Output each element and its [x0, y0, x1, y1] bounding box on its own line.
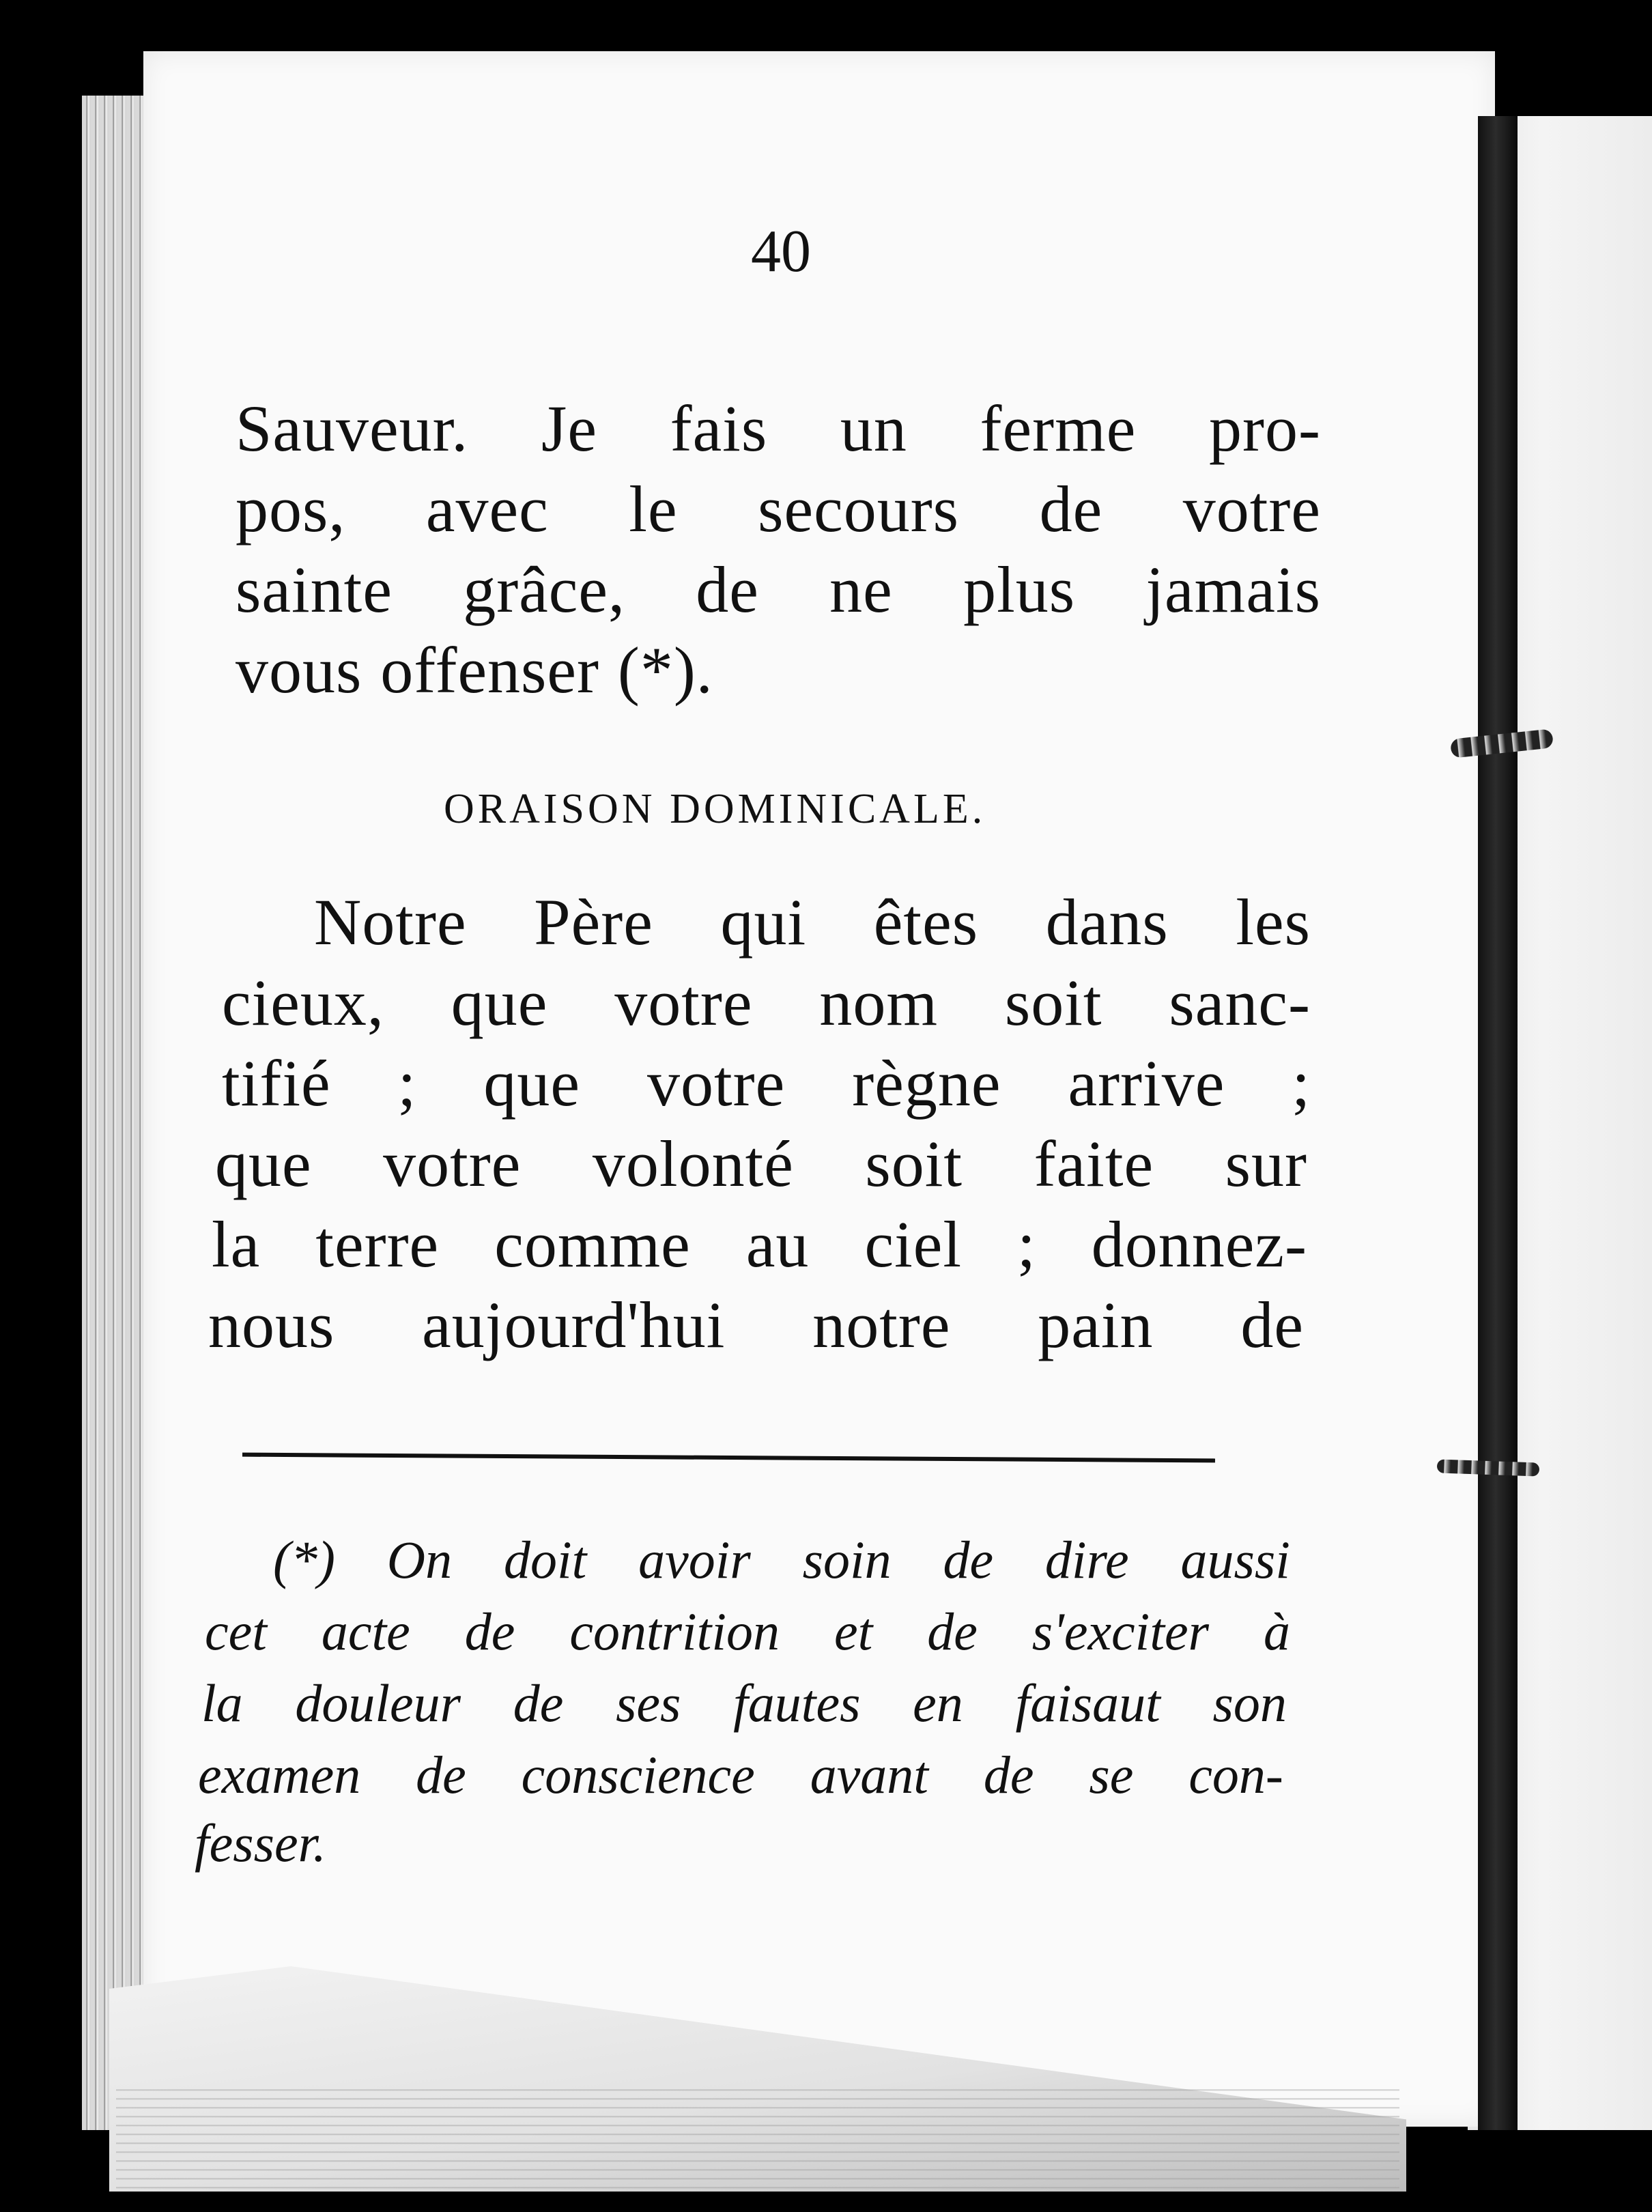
word: êtes	[873, 885, 979, 959]
word: cet	[205, 1602, 267, 1661]
word: avant	[810, 1745, 928, 1804]
word: (*)	[273, 1530, 335, 1589]
word: grâce,	[463, 553, 625, 626]
word: contrition	[569, 1602, 780, 1661]
word: de	[943, 1530, 994, 1589]
word: ne	[829, 553, 893, 626]
word: tifié	[222, 1047, 331, 1120]
text-line	[236, 552, 1321, 627]
text-line	[236, 391, 1321, 466]
word: de	[513, 1673, 564, 1733]
text-line	[314, 884, 1311, 960]
word: con-	[1188, 1745, 1283, 1804]
book-spine	[1478, 116, 1518, 2130]
word: de	[1240, 1288, 1304, 1361]
word: offenser	[380, 634, 599, 707]
word: pos,	[236, 472, 346, 545]
word: Sauveur.	[236, 392, 469, 465]
word: comme	[494, 1208, 691, 1281]
footnote-line	[201, 1673, 1287, 1734]
word: la	[201, 1673, 243, 1733]
word: ;	[1017, 1208, 1036, 1281]
word: soin	[802, 1530, 892, 1589]
word: dans	[1045, 885, 1169, 959]
section-heading: ORAISON DOMINICALE.	[444, 786, 986, 832]
word: avoir	[638, 1530, 751, 1589]
word: secours	[758, 472, 960, 545]
word: dire	[1044, 1530, 1129, 1589]
word: votre	[383, 1127, 522, 1200]
word: soit	[1004, 966, 1102, 1039]
word: et	[834, 1602, 873, 1661]
word: doit	[503, 1530, 587, 1589]
text-line	[236, 471, 1321, 547]
word: qui	[720, 885, 807, 959]
word: au	[745, 1208, 810, 1281]
word: nom	[819, 966, 938, 1039]
word: douleur	[295, 1673, 461, 1733]
word: notre	[812, 1288, 951, 1361]
word: fesser.	[195, 1813, 326, 1873]
word: le	[629, 472, 678, 545]
word: jamais	[1145, 553, 1321, 626]
word: ;	[1292, 1047, 1311, 1120]
word: de	[927, 1602, 978, 1661]
word: On	[386, 1530, 453, 1589]
word: sur	[1225, 1127, 1307, 1200]
footnote-line	[195, 1813, 1280, 1874]
text-line	[222, 1045, 1311, 1121]
word: fautes	[733, 1673, 861, 1733]
word: cieux,	[222, 966, 384, 1039]
word: de	[416, 1745, 466, 1804]
word: aujourd'hui	[422, 1288, 726, 1361]
word: aussi	[1180, 1530, 1290, 1589]
word: ses	[616, 1673, 681, 1733]
text-line	[208, 1287, 1304, 1363]
page-number: 40	[751, 218, 811, 285]
word: de	[464, 1602, 515, 1661]
word: règne	[852, 1047, 1001, 1120]
word: volonté	[592, 1127, 794, 1200]
word: votre	[646, 1047, 786, 1120]
text-line	[222, 965, 1311, 1040]
page-edge-lines	[116, 2082, 1399, 2192]
word: arrive	[1068, 1047, 1225, 1120]
word: pro-	[1209, 392, 1321, 465]
word: fais	[670, 392, 768, 465]
word: sainte	[236, 553, 393, 626]
footnote-line	[205, 1601, 1290, 1662]
word: de	[1039, 472, 1103, 545]
word: que	[451, 966, 548, 1039]
word: sanc-	[1169, 966, 1311, 1039]
word: plus	[963, 553, 1076, 626]
word: les	[1236, 885, 1311, 959]
word: nous	[208, 1288, 335, 1361]
word: se	[1089, 1745, 1134, 1804]
word: en	[913, 1673, 963, 1733]
word: Père	[534, 885, 653, 959]
text-line	[212, 1206, 1307, 1282]
word: la	[212, 1208, 261, 1281]
word: vous	[236, 634, 362, 707]
word: avec	[425, 472, 549, 545]
footnote-line	[273, 1529, 1290, 1591]
word: soit	[865, 1127, 963, 1200]
word: faisaut	[1015, 1673, 1160, 1733]
word: faite	[1034, 1127, 1154, 1200]
word: à	[1263, 1602, 1290, 1661]
word: acte	[321, 1602, 410, 1661]
word: de	[983, 1745, 1034, 1804]
word: ferme	[980, 392, 1137, 465]
text-line	[236, 632, 1321, 708]
word: ciel	[864, 1208, 963, 1281]
word: (*).	[617, 634, 713, 707]
footnote-line	[198, 1744, 1283, 1806]
word: un	[840, 392, 907, 465]
word: de	[696, 553, 759, 626]
word: que	[483, 1047, 580, 1120]
word: terre	[315, 1208, 440, 1281]
word: votre	[614, 966, 753, 1039]
word: conscience	[521, 1745, 755, 1804]
word: Notre	[314, 885, 467, 959]
word: Je	[541, 392, 597, 465]
word: son	[1212, 1673, 1287, 1733]
word: ;	[397, 1047, 417, 1120]
text-line	[215, 1126, 1307, 1202]
word: pain	[1038, 1288, 1154, 1361]
word: s'exciter	[1031, 1602, 1209, 1661]
word: donnez-	[1091, 1208, 1307, 1281]
word: que	[215, 1127, 312, 1200]
word: examen	[198, 1745, 361, 1804]
word: votre	[1182, 472, 1321, 545]
